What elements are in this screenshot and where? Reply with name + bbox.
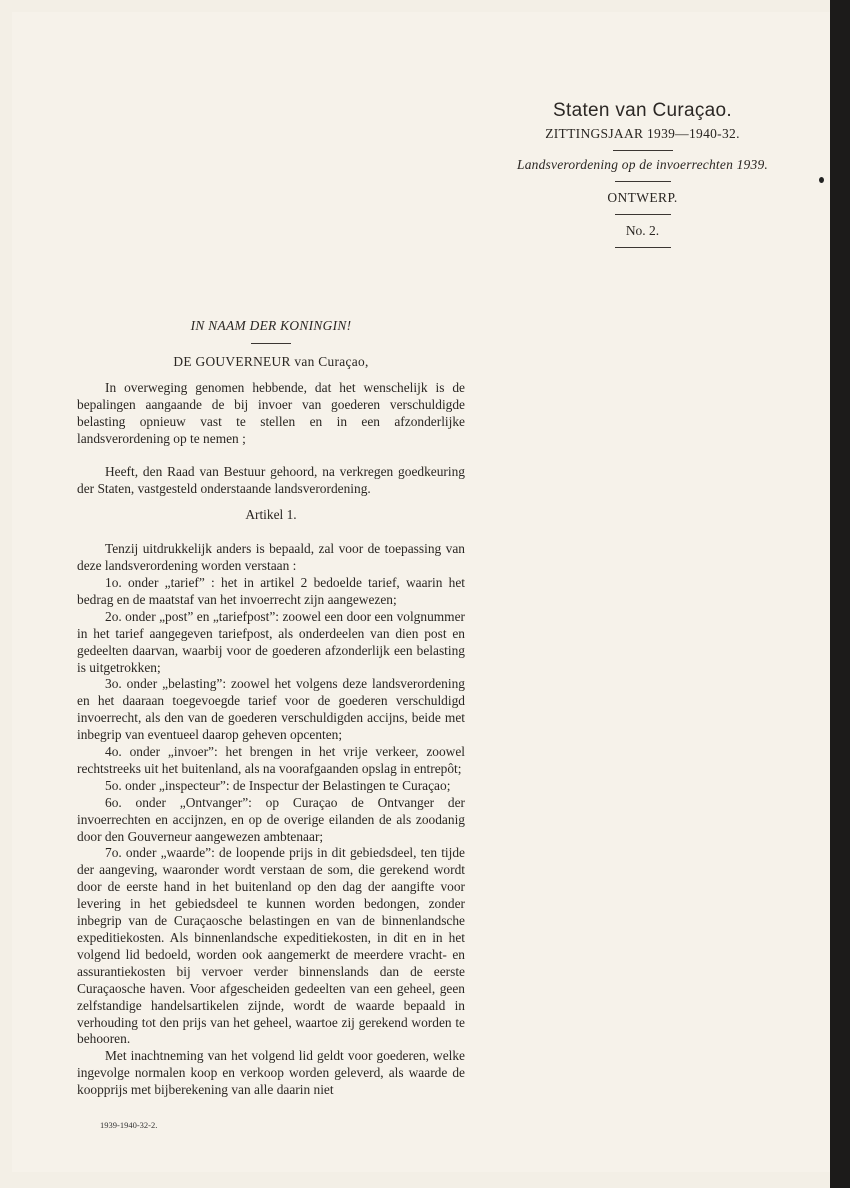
definition-item: 1o. onder „tarief” : het in artikel 2 bedoelde tarief, waarin het bedrag en de maatstaf van het invoerrecht zijn aangewezen; <box>77 574 465 607</box>
header-rule <box>615 214 671 215</box>
header-title: Staten van Curaçao. <box>553 100 732 121</box>
governor-line: DE GOUVERNEUR van Curaçao, <box>173 353 369 369</box>
scan-speck <box>819 177 824 183</box>
closing-paragraph: Met inachtneming van het volgend lid geldt voor goederen, welke ingevolge normalen koop en verkoop worden geleverd, als waarde de koopprijs met bijberekening van alle daarin niet <box>77 1048 465 1098</box>
article-heading: Artikel 1. <box>245 507 297 523</box>
footer-code: 1939-1940-32-2. <box>100 1120 158 1130</box>
document-body <box>77 318 465 1099</box>
law-title: Landsverordening op de invoerrechten 1939. <box>517 157 768 172</box>
definition-item: 3o. onder „belasting”: zoowel het volgens deze landsverordening en het daaraan toegevoegde tarief voor de goederen verschuldigd invoerrecht, als den van de goederen verschuldigden accijns, beide met inbegrip van eventueel daarop geheven opcenten; <box>77 676 465 743</box>
draft-label: ONTWERP. <box>607 190 678 205</box>
header-rule <box>613 150 673 151</box>
preamble-paragraph: Heeft, den Raad van Bestuur gehoord, na verkregen goedkeuring der Staten, vastgesteld onderstaande landsverordening. <box>77 464 465 497</box>
document-header <box>500 100 785 248</box>
scan-edge <box>830 0 850 1188</box>
header-rule <box>615 247 671 248</box>
definition-item: 7o. onder „waarde”: de loopende prijs in dit gebiedsdeel, ten tijde der aangeving, waaronder wordt verstaan de som, die gerekend wordt door de eerste hand in het buitenland op den dag der aangifte voor levering in het gebiedsdeel te kunnen worden bedongen, zonder inbegrip van de Curaçaosche belastingen en van de binnenlandsche expeditiekosten. Als binnenlandsche expeditiekosten, in dit en in het volgend lid bedoeld, worden ook aangemerkt de meerdere vracht- en assurantiekosten bij vervoer verder binnenslands dan de eerste Curaçaosche haven. Voor afgescheiden gedeelten van een geheel, geen zelfstandige handelsartikelen zijnde, wordt de waarde bepaald in verhouding tot den prijs van het geheel, waartoe zij gerekend worden te behooren. <box>77 845 465 1047</box>
definition-item: 5o. onder „inspecteur”: de Inspectur der Belastingen te Curaçao; <box>105 777 451 793</box>
document-number: No. 2. <box>625 223 660 238</box>
body-rule <box>251 343 291 344</box>
preamble-paragraph: In overweging genomen hebbende, dat het wenschelijk is de bepalingen aangaande de bij invoer van goederen verschuldigde belasting opnieuw vast te stellen en in een afzonderlijke landsverordening op te nemen ; <box>77 379 465 446</box>
article-intro: Tenzij uitdrukkelijk anders is bepaald, zal voor de toepassing van deze landsverordening worden verstaan : <box>77 541 465 574</box>
definition-item: 2o. onder „post” en „tariefpost”: zoowel een door een volgnummer in het tarief aangegeven tariefpost, als onderdeelen van dien post en gedeelten daarvan, waarbij voor de goederen afzonderlijk een belasting is uitgetrokken; <box>77 608 465 675</box>
invocation: IN NAAM DER KONINGIN! <box>190 318 352 333</box>
definition-item: 4o. onder „invoer”: het brengen in het vrije verkeer, zoowel rechtstreeks uit het buitenland, als na voorafgaanden opslag in entrepôt; <box>77 744 465 776</box>
definition-item: 6o. onder „Ontvanger”: op Curaçao de Ontvanger der invoerrechten en accijnzen, en op de overige eilanden de als zoodanig door den Gouverneur aangewezen ambtenaar; <box>77 794 465 844</box>
header-rule <box>615 181 671 182</box>
session-year: ZITTINGSJAAR 1939—1940-32. <box>545 126 740 141</box>
